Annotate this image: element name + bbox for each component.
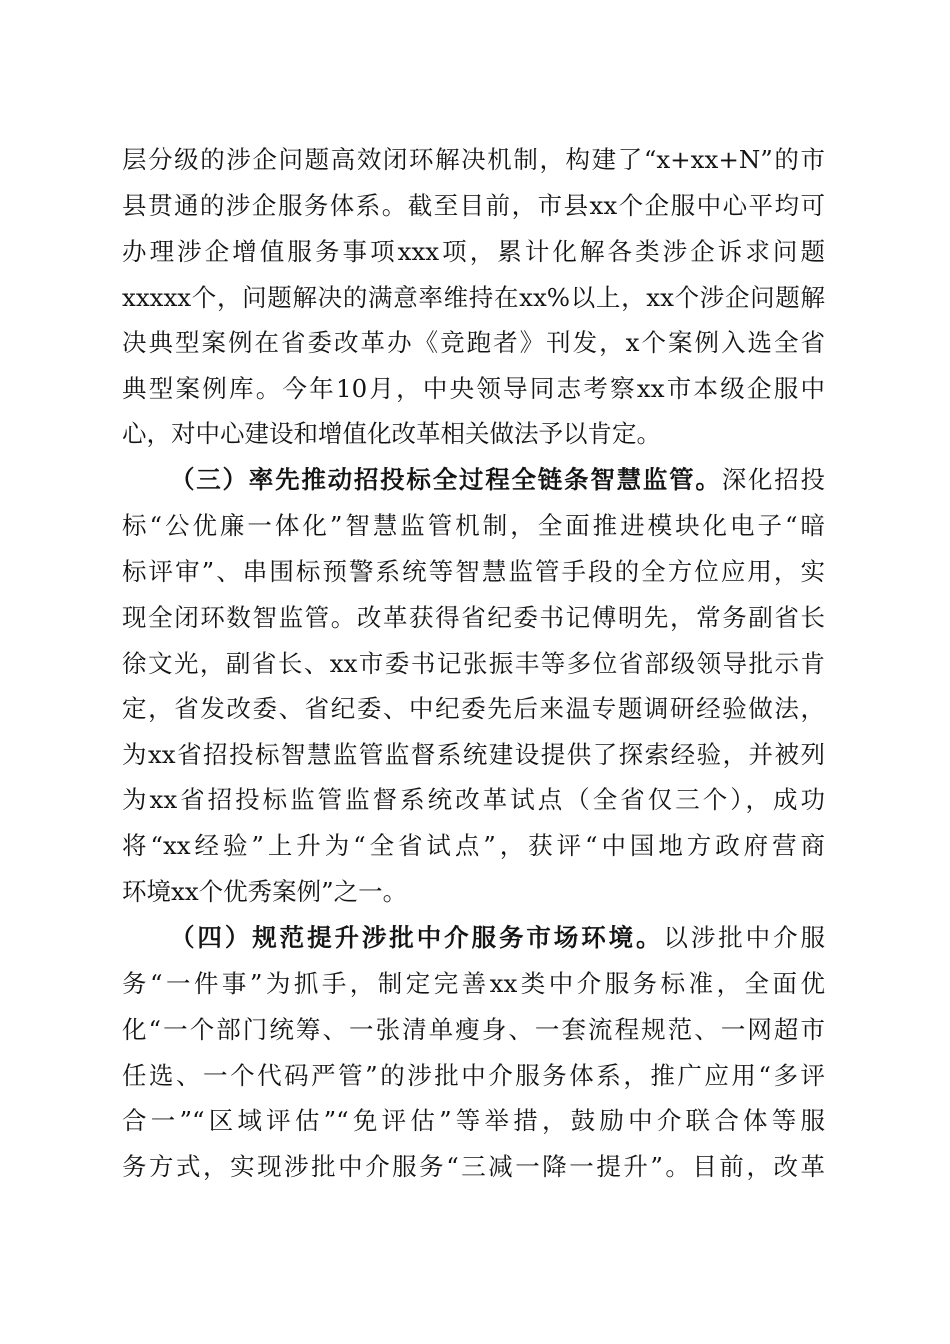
body-text-line: 定，省发改委、省纪委、中纪委先后来温专题调研经验做法，: [122, 694, 825, 723]
body-text-line: 典型案例库。今年10月，中央领导同志考察xx市本级企服中: [122, 374, 825, 403]
body-text-line: xxxxx个，问题解决的满意率维持在xx%以上，xx个涉企问题解: [122, 283, 825, 312]
section-heading-line: [170, 916, 825, 960]
body-text-line: 化“一个部门统筹、一张清单瘦身、一套流程规范、一网超市: [122, 1015, 825, 1044]
body-text-line: 决典型案例在省委改革办《竞跑者》刊发，x个案例入选全省: [122, 328, 825, 357]
body-text-run: 以涉批中介服: [663, 923, 825, 952]
body-text-line: 现全闭环数智监管。改革获得省纪委书记傅明先，常务副省长: [122, 603, 825, 632]
body-text-line: 标“公优廉一体化”智慧监管机制，全面推进模块化电子“暗: [122, 511, 825, 540]
body-text-line: 任选、一个代码严管”的涉批中介服务体系，推广应用“多评: [122, 1061, 825, 1090]
body-text-line: 办理涉企增值服务事项xxx项，累计化解各类涉企诉求问题: [122, 237, 825, 266]
body-text-line: 环境xx个优秀案例”之一。: [122, 877, 408, 906]
body-text-line: 标评审”、串围标预警系统等智慧监管手段的全方位应用，实: [122, 557, 825, 586]
body-text-line: 将“xx经验”上升为“全省试点”，获评“中国地方政府营商: [122, 831, 825, 860]
body-text-line: 心，对中心建设和增值化改革相关做法予以肯定。: [122, 419, 661, 448]
body-text-line: 务方式，实现涉批中介服务“三减一降一提升”。目前，改革: [122, 1152, 825, 1181]
body-text-line: 层分级的涉企问题高效闭环解决机制，构建了“x+xx+N”的市: [122, 145, 825, 174]
body-text-line: 务“一件事”为抓手，制定完善xx类中介服务标准，全面优: [122, 969, 825, 998]
body-text-line: 为xx省招投标智慧监管监督系统建设提供了探索经验，并被列: [122, 740, 825, 769]
body-text-line: 合一”“区域评估”“免评估”等举措，鼓励中介联合体等服: [122, 1106, 825, 1135]
body-text-line: 为xx省招投标监管监督系统改革试点（全省仅三个），成功: [122, 785, 825, 814]
body-text-run: 深化招投: [721, 465, 825, 494]
body-text-line: 县贯通的涉企服务体系。截至目前，市县xx个企服中心平均可: [122, 191, 825, 220]
body-text-line: 徐文光，副省长、xx市委书记张振丰等多位省部级领导批示肯: [122, 649, 825, 678]
section-heading: （四）规范提升涉批中介服务市场环境。: [170, 923, 664, 952]
section-heading-line: [170, 458, 825, 502]
section-heading: （三）率先推动招投标全过程全链条智慧监管。: [170, 465, 722, 494]
